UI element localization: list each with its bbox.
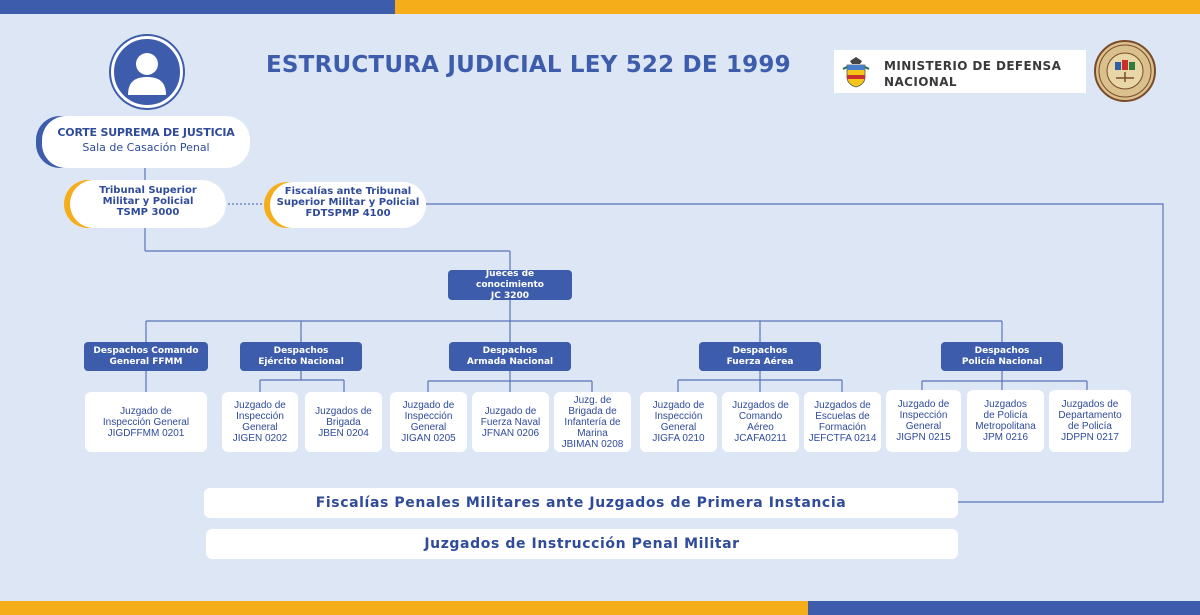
user-avatar-icon (111, 36, 183, 108)
juzgado-jbiman (554, 392, 631, 452)
leaf-line: General (660, 422, 697, 433)
leaf-line: Fuerza Naval (480, 416, 541, 428)
leaf-line: Brigada de (568, 405, 617, 417)
leaf-line: de Policía (1068, 421, 1112, 432)
leaf-line: Escuelas de (815, 411, 870, 422)
tribunal-superior-node (70, 180, 226, 228)
leaf-line: Juzgados de (814, 400, 871, 411)
leaf-line: Juzgados de (1061, 399, 1119, 410)
top-bar-blue (0, 0, 395, 14)
leaf-line: Juzgados de (732, 400, 789, 411)
jueces-line1: Jueces de conocimiento (476, 268, 544, 290)
leaf-line: General (410, 422, 447, 433)
leaf-code: JIGDFFMM 0201 (107, 427, 185, 439)
juzgado-jigen (222, 392, 298, 452)
tribunal-line1: Tribunal Superior (99, 185, 197, 196)
despachos-fuerza-aerea-node (699, 342, 821, 371)
leaf-line: Juzg. de (573, 394, 612, 406)
despachos-policia-node (941, 342, 1063, 371)
juzgados-instruccion-band: Juzgados de Instrucción Penal Militar (206, 529, 958, 559)
leaf-line: Juzgado de (484, 405, 537, 417)
despachos-policia-line1: Despachos (974, 345, 1030, 356)
leaf-line: Brigada (326, 416, 361, 428)
leaf-code: JBEN 0204 (318, 427, 369, 439)
page-title: ESTRUCTURA JUDICIAL LEY 522 DE 1999 (266, 52, 791, 78)
leaf-line: Formación (818, 422, 867, 433)
juzgado-jefctfa (804, 392, 881, 452)
despachos-comando-line1: Despachos Comando (93, 345, 199, 356)
leaf-code: JIGAN 0205 (401, 433, 456, 444)
juzgado-jben (305, 392, 382, 452)
jueces-conocimiento-node (448, 270, 572, 300)
despachos-fuerza-aerea-line2: Fuerza Aérea (726, 356, 794, 367)
despachos-fuerza-aerea-line1: Despachos (732, 345, 788, 356)
ministry-name-line1: MINISTERIO DE DEFENSA (884, 59, 1062, 73)
leaf-line: de Policía (983, 410, 1028, 421)
leaf-line: General (242, 422, 278, 433)
leaf-line: Comando (738, 411, 783, 422)
despachos-armada-line1: Despachos (482, 345, 538, 356)
corte-suprema-node (42, 116, 250, 168)
top-bar-yellow (395, 0, 1200, 14)
juzgado-jigdffmm (85, 392, 207, 452)
despachos-ejercito-line1: Despachos (273, 345, 329, 356)
juzgado-jdppn (1049, 390, 1131, 452)
tribunal-line2: Militar y Policial (102, 196, 194, 207)
leaf-line: Juzgado de (897, 399, 950, 410)
despachos-policia-line2: Policía Nacional (961, 356, 1043, 367)
leaf-line: Marina (577, 427, 608, 439)
fiscalias-tribunal-line1: Fiscalías ante Tribunal (284, 186, 412, 197)
leaf-line: Infantería de (564, 416, 621, 428)
leaf-line: Juzgados (984, 399, 1027, 410)
fiscalias-tribunal-line2: Superior Militar y Policial (276, 197, 420, 208)
leaf-line: Departamento (1058, 410, 1122, 421)
leaf-code: JIGPN 0215 (896, 432, 951, 443)
despachos-ejercito-line2: Ejército Nacional (258, 356, 344, 367)
leaf-code: JFNAN 0206 (481, 427, 540, 439)
colombia-coat-of-arms-icon (842, 55, 870, 88)
juzgado-jigfa (640, 392, 717, 452)
juzgado-jigan (390, 392, 467, 452)
juzgado-jcafa (722, 392, 799, 452)
leaf-line: Inspección (236, 411, 284, 422)
leaf-line: Juzgado de (402, 400, 455, 411)
corte-suprema-subtitle: Sala de Casación Penal (82, 141, 210, 154)
leaf-line: General (905, 421, 942, 432)
despachos-ejercito-node (240, 342, 362, 371)
leaf-line: Inspección (654, 411, 703, 422)
tribunal-code: TSMP 3000 (116, 207, 180, 218)
bottom-bar-yellow (0, 601, 808, 615)
leaf-line: Juzgados de (315, 405, 372, 417)
juzgado-jpm (967, 390, 1044, 452)
fiscalias-tribunal-code: FDTSPMP 4100 (305, 208, 391, 219)
leaf-code: JEFCTFA 0214 (808, 433, 877, 444)
despachos-armada-line2: Armada Nacional (466, 356, 554, 367)
leaf-code: JBIMAN 0208 (561, 438, 624, 450)
leaf-line: Inspección (899, 410, 948, 421)
leaf-line: Juzgado de (652, 400, 705, 411)
leaf-code: JDPPN 0217 (1061, 432, 1119, 443)
corte-suprema-title: CORTE SUPREMA DE JUSTICIA (57, 126, 235, 139)
despachos-armada-node (449, 342, 571, 371)
despachos-comando-node (84, 342, 208, 371)
bottom-bar-blue (808, 601, 1200, 615)
fiscalias-tribunal-node (270, 182, 426, 228)
justicia-penal-militar-seal-icon (1094, 40, 1156, 102)
leaf-line: Inspección (404, 411, 453, 422)
leaf-line: Aéreo (747, 422, 774, 433)
jueces-code: JC 3200 (490, 290, 530, 301)
fiscalias-primera-instancia-band: Fiscalías Penales Militares ante Juzgados de Primera Instancia (204, 488, 958, 518)
leaf-code: JPM 0216 (982, 432, 1029, 443)
leaf-line: Metropolitana (975, 421, 1036, 432)
ministry-name-line2: NACIONAL (884, 75, 957, 89)
leaf-line: Juzgado de (234, 400, 286, 411)
leaf-code: JIGEN 0202 (232, 433, 288, 444)
leaf-code: JCAFA0211 (734, 433, 787, 444)
despachos-comando-line2: General FFMM (109, 356, 183, 367)
leaf-code: JIGFA 0210 (652, 433, 705, 444)
juzgado-jigpn (886, 390, 961, 452)
leaf-line: Juzgado de (120, 405, 172, 417)
juzgado-jfnan (472, 392, 549, 452)
ministry-logo (834, 50, 1086, 93)
leaf-line: Inspección General (102, 416, 190, 428)
